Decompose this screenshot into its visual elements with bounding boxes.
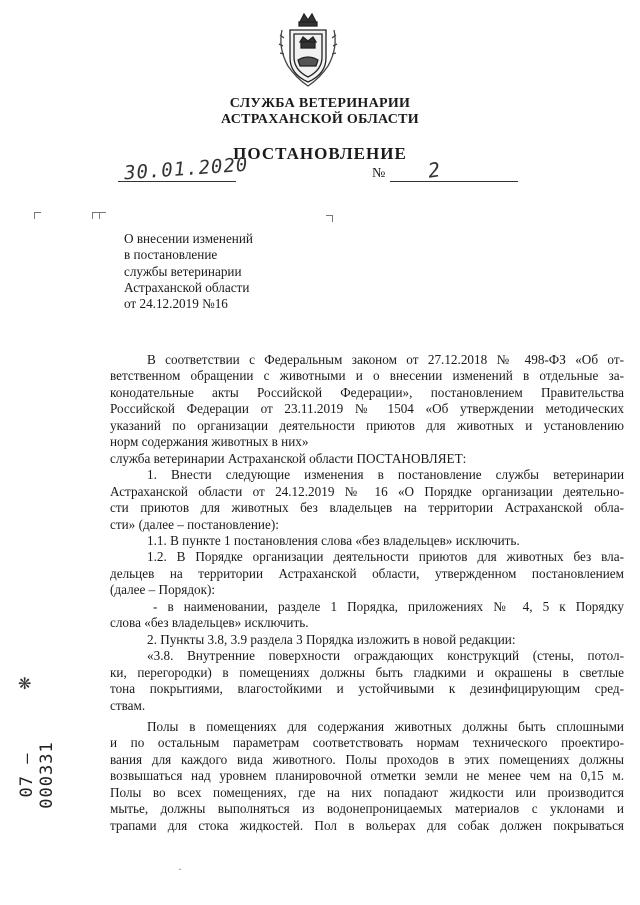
body-line: вания для каждого вида животного. Полы проходов в этих помещениях должны (110, 751, 624, 767)
handwritten-number: 2 (426, 157, 442, 183)
document-subject (124, 231, 253, 312)
subject-line: службы ветеринарии (124, 263, 242, 279)
margin-mark: ❋ (18, 676, 32, 693)
body-line: и по остальным параметрам соответствовать нормам технического проектиро- (110, 735, 624, 751)
body-line: указаний по организации деятельности приютов для животных и установлению (110, 417, 624, 433)
body-line: 2. Пункты 3.8, 3.9 раздела 3 Порядка изложить в новой редакции: (147, 631, 516, 647)
body-line: 1. Внести следующие изменения в постановление службы ветеринарии (147, 467, 624, 483)
document-type-title: ПОСТАНОВЛЕНИЕ (233, 144, 407, 163)
body-line: слова «без владельцев» исключить. (110, 615, 309, 631)
organization-name-line-1: СЛУЖБА ВЕТЕРИНАРИИ (229, 96, 411, 111)
body-line: (далее – Порядок): (110, 582, 216, 598)
body-line: трапами для стока жидкостей. Пол в вольерах для собак должен покрываться (110, 817, 624, 833)
subject-line: в постановление (124, 247, 218, 263)
date-underline (118, 181, 236, 182)
body-line: - в наименовании, разделе 1 Порядка, приложениях № 4, 5 к Порядку (153, 598, 624, 614)
registration-number-stamp: 07 – 000331 (17, 741, 57, 809)
coat-of-arms-emblem (276, 8, 340, 92)
number-underline (390, 181, 518, 182)
body-line: конодательные акты Российской Федерации», постановлением Правительства (110, 384, 624, 400)
body-line: Полы в помещениях для содержания животных должны быть сплошными (147, 718, 624, 734)
subject-line: от 24.12.2019 №16 (124, 296, 228, 312)
document-body (110, 352, 624, 834)
body-line: тона покрытиями, влагостойкими и устойчивыми к дезинфицирующим сред- (110, 681, 624, 697)
body-line: Полы во всех помещениях, где на них попадают жидкости или производится (110, 784, 624, 800)
body-line: дельцев на территории Астраханской области, утвержденном постановлением (110, 565, 624, 581)
body-line: сти» (далее – постановление): (110, 516, 279, 532)
scan-speck: · (178, 862, 182, 876)
body-line: мытье, должны выполняться из водонепроницаемых материалов с уклонами и (110, 801, 624, 817)
body-line: ветственном обращении с животными и о внесении изменений в отдельные за- (110, 368, 624, 384)
body-line: ствам. (110, 697, 146, 713)
subject-line: Астраханской области (124, 279, 250, 295)
corner-mark (99, 212, 106, 219)
corner-mark (92, 212, 99, 219)
body-line: «3.8. Внутренние поверхности ограждающих конструкций (стены, потол- (147, 648, 624, 664)
body-line: норм содержания животных в них» (110, 434, 309, 450)
organization-name-line-2: АСТРАХАНСКОЙ ОБЛАСТИ (220, 112, 419, 127)
subject-line: О внесении изменений (124, 231, 253, 246)
corner-mark (34, 212, 41, 219)
body-line: 1.2. В Порядке организации деятельности приютов для животных без вла- (147, 549, 624, 565)
body-line: В соответствии с Федеральным законом от 27.12.2018 № 498-ФЗ «Об от- (147, 352, 624, 367)
body-line: ки, перегородки) в помещениях должны быть гладкими и окрашены в светлые (110, 664, 624, 680)
body-line: Российской Федерации от 23.11.2019 № 1504 «Об утверждении методических (110, 401, 624, 417)
body-line: 1.1. В пункте 1 постановления слова «без владельцев» исключить. (147, 532, 520, 548)
corner-mark (326, 215, 333, 222)
handwritten-date: 30.01.2020 (123, 153, 250, 185)
body-line: Астраханской области от 24.12.2019 № 16 «О Порядке организации деятельно- (110, 483, 624, 499)
body-line: возвышаться над уровнем планировочной отметки земли не менее чем на 0,15 м. (110, 768, 624, 784)
body-line: служба ветеринарии Астраханской области ПОСТАНОВЛЯЕТ: (110, 450, 467, 466)
body-line: сти приютов для животных без владельцев на территории Астраханской обла- (110, 500, 624, 516)
number-label: № (372, 166, 386, 181)
